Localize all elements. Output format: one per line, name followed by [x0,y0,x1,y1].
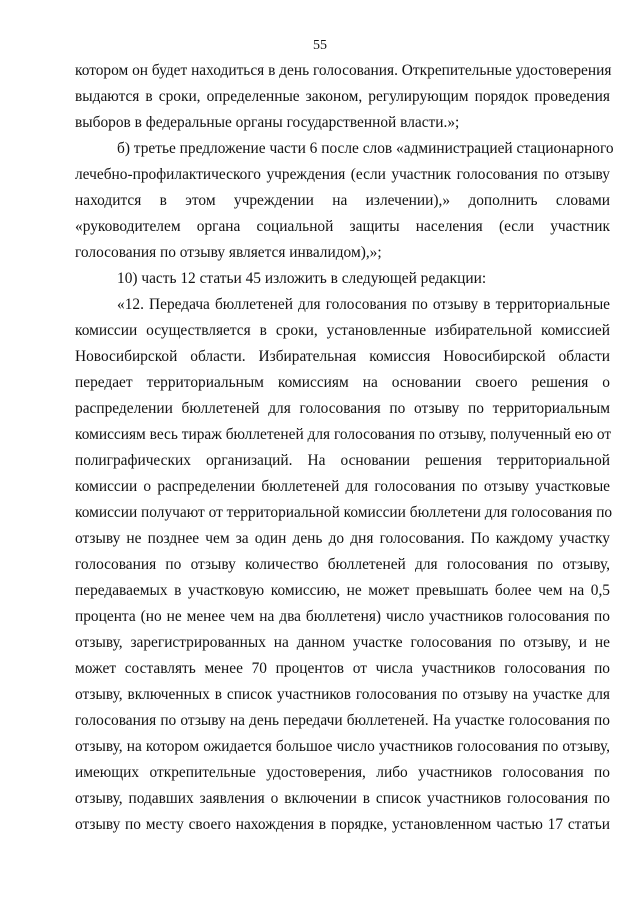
text-line: полиграфических организаций. На основании решения территориальной [75,452,610,469]
text-line: отзыву не позднее чем за один день до дня голосования. По каждому участку [75,530,610,547]
text-line: б) третье предложение части 6 после слов «администрацией стационарного [117,140,614,157]
text-line: процента (но не менее чем на два бюллетеня) число участников голосования по [75,608,610,625]
text-line: может составлять менее 70 процентов от числа участников голосования по [75,660,610,677]
text-line: голосования по отзыву на день передачи бюллетеней. На участке голосования по [75,712,610,729]
text-line: выборов в федеральные органы государственной власти.»; [75,114,460,131]
document-body [75,58,614,838]
text-line: отзыву по месту своего нахождения в порядке, установленном частью 17 статьи [75,816,610,833]
text-line: комиссиям весь тираж бюллетеней для голосования по отзыву, полученный ею от [75,426,612,443]
text-line: отзыву, подавших заявления о включении в список участников голосования по [75,790,610,807]
text-line: отзыву, на котором ожидается большое число участников голосования по отзыву, [75,738,610,755]
text-line: 10) часть 12 статьи 45 изложить в следующей редакции: [117,270,487,287]
text-line: имеющих открепительные удостоверения, либо участников голосования по [75,764,610,781]
text-line: отзыву, включенных в список участников голосования по отзыву на участке для [75,686,610,703]
text-line: лечебно-профилактического учреждения (если участник голосования по отзыву [75,166,610,183]
text-line: передает территориальным комиссиям на основании своего решения о [75,374,610,391]
text-line: выдаются в сроки, определенные законом, регулирующим порядок проведения [75,88,610,105]
text-line: голосования по отзыву является инвалидом),»; [75,244,382,261]
text-line: Новосибирской области. Избирательная комиссия Новосибирской области [75,348,610,365]
text-line: котором он будет находиться в день голосования. Открепительные удостоверения [75,62,612,79]
page-number: 55 [313,38,327,53]
text-line: голосования по отзыву количество бюллетеней для голосования по отзыву, [75,556,610,573]
text-line: «руководителем органа социальной защиты населения (если участник [75,218,610,235]
text-line: передаваемых в участковую комиссию, не может превышать более чем на 0,5 [75,582,610,599]
text-line: комиссии о распределении бюллетеней для голосования по отзыву участковые [75,478,610,495]
text-line: распределении бюллетеней для голосования по отзыву по территориальным [75,400,610,417]
text-line: находится в этом учреждении на излечении),» дополнить словами [75,192,610,209]
text-line: комиссии осуществляется в сроки, установленные избирательной комиссией [75,322,610,339]
text-line: комиссии получают от территориальной комиссии бюллетени для голосования по [75,504,613,521]
text-line: отзыву, зарегистрированных на данном участке голосования по отзыву, и не [75,634,610,651]
text-line: «12. Передача бюллетеней для голосования по отзыву в территориальные [117,296,610,313]
